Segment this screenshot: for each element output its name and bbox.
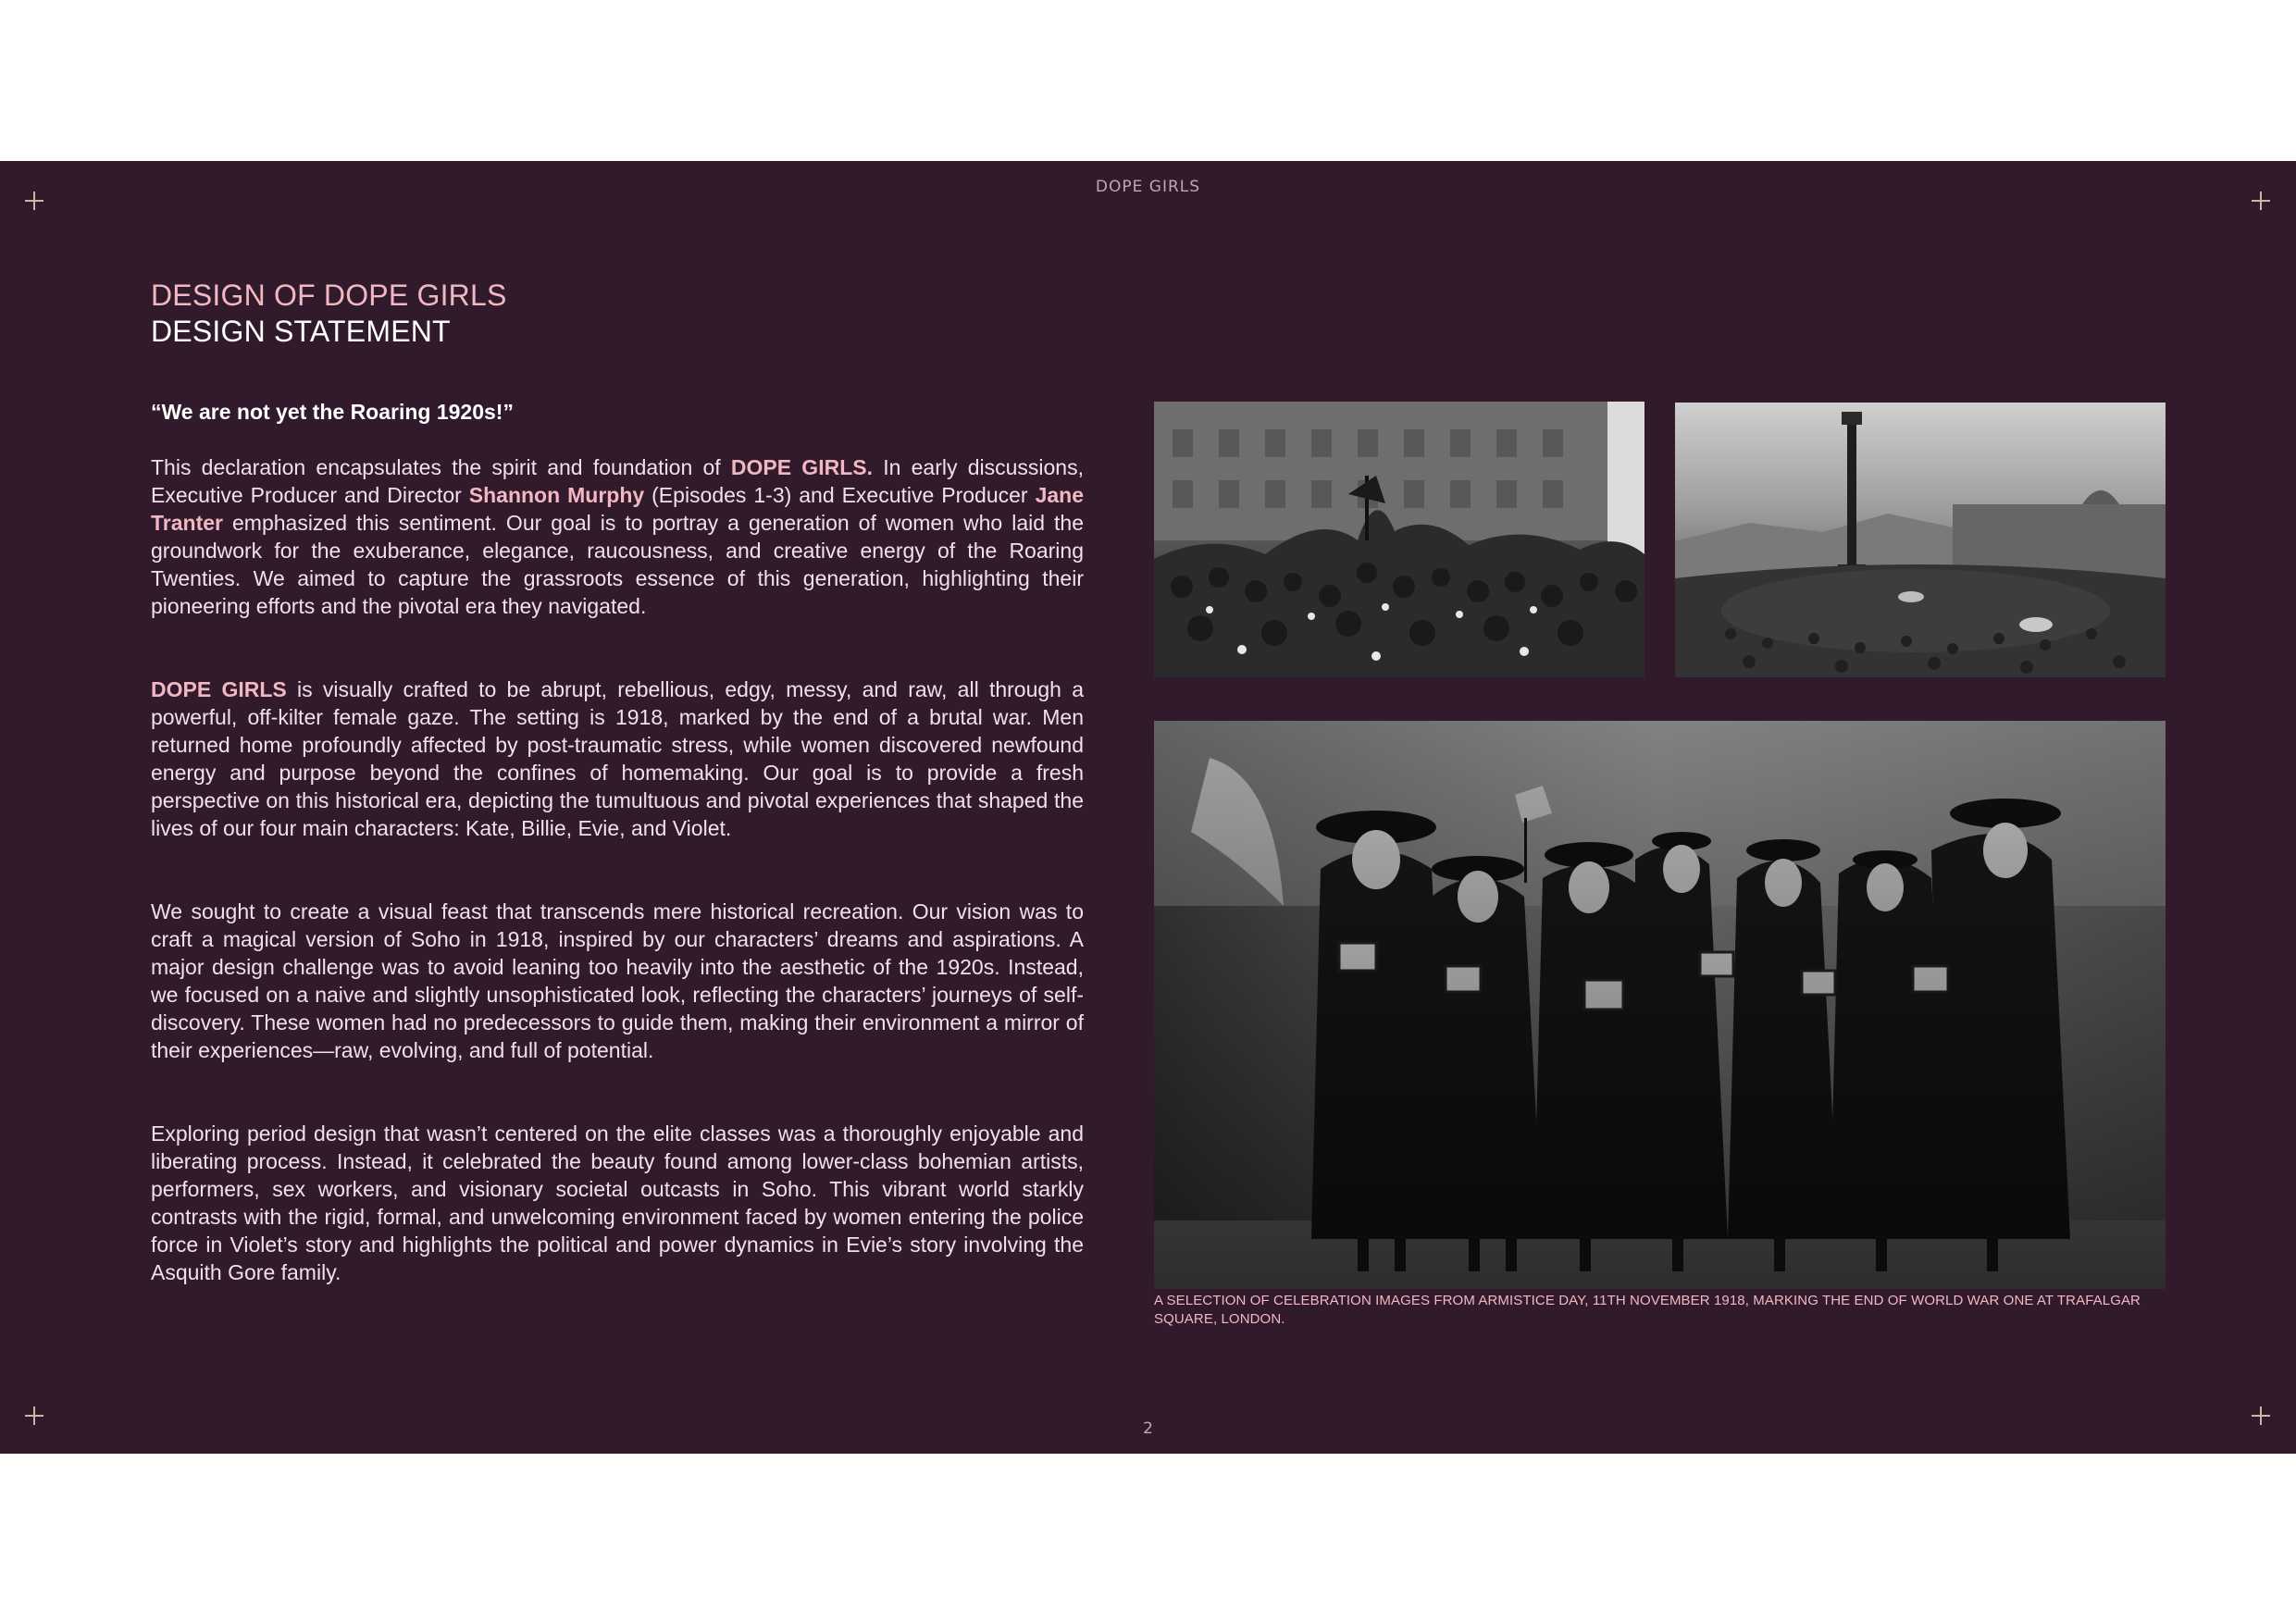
text-run: is visually crafted to be abrupt, rebellious, edgy, messy, and raw, all through a powerful, off-kilter female gaze. The setting is 1918, marked by the end of a brutal war. Men returned home profoundly affected by post-traumatic stress, while women discovered newfound energy and purpose beyond the confines of homemaking. Our goal is to provide a fresh perspective on this historical era, depicting the tumultuous and pivotal experiences that shaped the lives of our four main characters: Kate, Billie, Evie, and Violet. (151, 677, 1085, 840)
section-heading (151, 278, 507, 350)
section-title: DESIGN OF DOPE GIRLS (151, 279, 507, 312)
crop-mark-icon (2252, 192, 2270, 210)
highlight-name: Jane Tranter (151, 483, 1084, 535)
paragraph-2 (151, 675, 1084, 842)
photo-trafalgar-square (1675, 403, 2166, 677)
section-subtitle: DESIGN STATEMENT (151, 315, 451, 348)
body-text (151, 398, 1084, 1286)
crop-mark-icon (25, 192, 43, 210)
highlight-title: DOPE GIRLS. (730, 455, 873, 479)
running-head: DOPE GIRLS (1095, 178, 1201, 196)
text-run: This declaration encapsulates the spirit and foundation of (151, 455, 731, 479)
paragraph-3: We sought to create a visual feast that transcends mere historical recreation. Our vision was to craft a magical version of Soho in 1918, inspired by our characters’ dreams and aspirations. A major design challenge was to avoid leaning too heavily into the aesthetic of the 1920s. Instead, we focused on a naive and slightly unsophisticated look, reflecting the characters’ journeys of self-discovery. These women had no predecessors to guide them, making their environment a mirror of their experiences—raw, evolving, and full of potential. (151, 899, 1084, 1062)
page-number: 2 (1143, 1419, 1153, 1438)
paragraph-1 (151, 453, 1084, 620)
photo-celebrating-women (1154, 721, 2166, 1289)
pull-quote: “We are not yet the Roaring 1920s!” (151, 400, 514, 424)
highlight-title: DOPE GIRLS (151, 677, 287, 701)
paragraph-4: Exploring period design that wasn’t centered on the elite classes was a thoroughly enjoyable and liberating process. Instead, it celebrated the beauty found among lower-class bohemian artists, performers, sex workers, and visionary societal outcasts in Soho. This vibrant world starkly contrasts with the rigid, formal, and unwelcoming environment faced by women entering the police force in Violet’s story and highlights the political and power dynamics in Evie’s story involving the Asquith Gore family. (151, 1121, 1084, 1284)
text-run: (Episodes 1-3) and Executive Producer (644, 483, 1036, 507)
photo-caption: A SELECTION OF CELEBRATION IMAGES FROM ARMISTICE DAY, 11TH NOVEMBER 1918, MARKING THE END OF WORLD WAR ONE AT TRAFALGAR SQUARE, LONDON. (1154, 1293, 2141, 1327)
text-run: emphasized this sentiment. Our goal is to portray a generation of women who laid the groundwork for the exuberance, elegance, raucousness, and creative energy of the Roaring Twenties. We aimed to capture the grassroots essence of this generation, highlighting their pioneering efforts and the pivotal era they navigated. (151, 511, 1084, 618)
text-run: In early discussions, Executive Producer and Director (151, 455, 1084, 507)
highlight-name: Shannon Murphy (468, 483, 645, 507)
photo-palace-crowd (1154, 402, 1644, 677)
document-page (0, 161, 2296, 1454)
